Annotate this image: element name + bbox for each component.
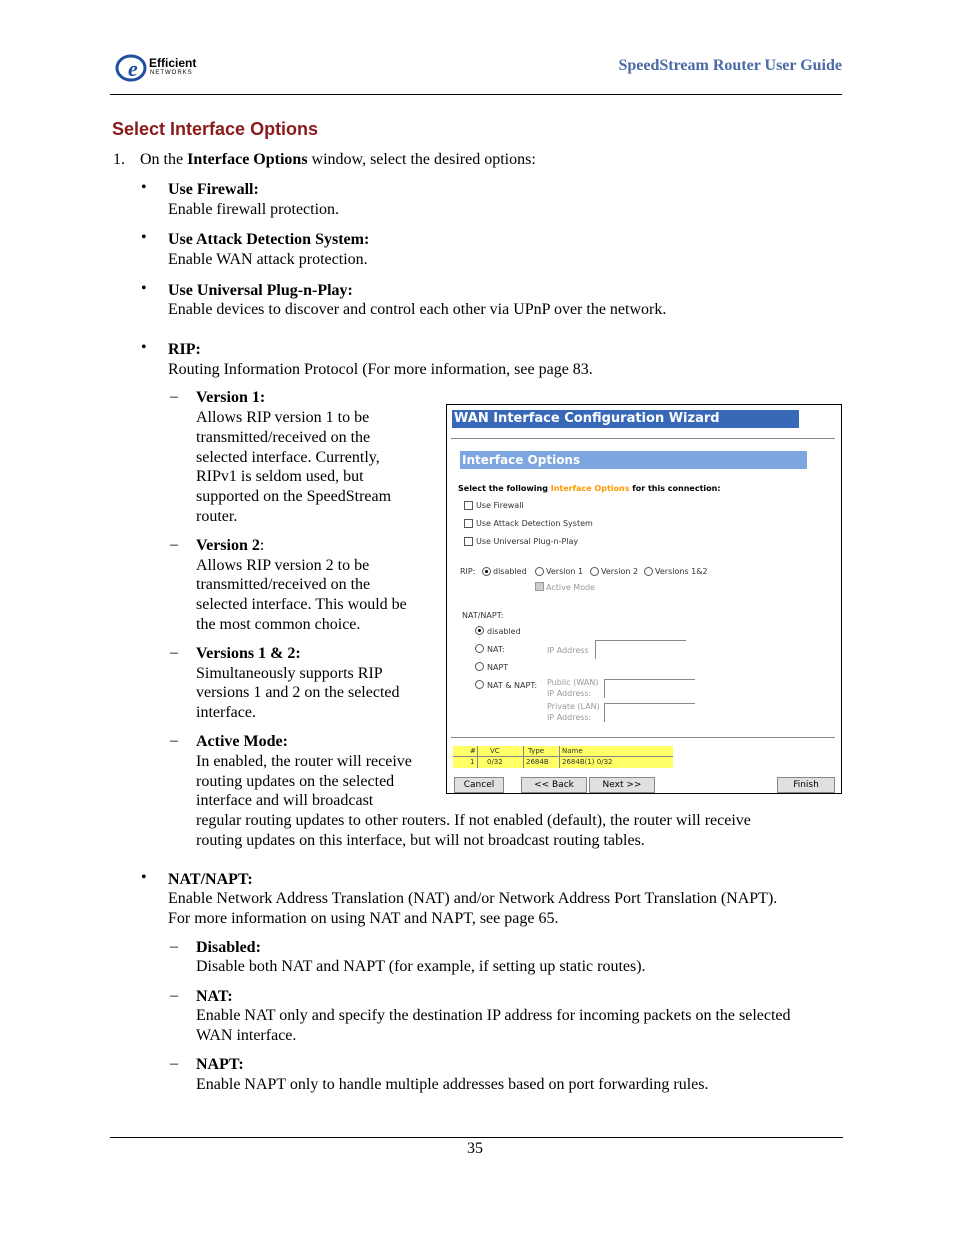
nat-napt-line: Enable NAPT only to handle multiple addresses based on port forwarding rules. bbox=[196, 1076, 709, 1093]
table-header: Type bbox=[528, 747, 545, 755]
instruction-text: Select the following Interface Options for this connection: bbox=[458, 484, 721, 493]
upnp-checkbox[interactable] bbox=[464, 537, 473, 546]
active-line: routing updates on the selected bbox=[196, 773, 395, 790]
nat-disabled-label: Disabled: bbox=[196, 939, 261, 956]
nat-radio[interactable] bbox=[475, 644, 484, 653]
active-line: interface and will broadcast bbox=[196, 792, 374, 809]
nat-label: NAT/NAPT: bbox=[168, 871, 253, 888]
nat-disabled-line: Disable both NAT and NAPT (for example, if setting up static routes). bbox=[196, 958, 646, 975]
public-wan-label: Public (WAN) bbox=[547, 678, 599, 687]
attack-desc: Enable WAN attack protection. bbox=[168, 251, 368, 268]
nat-napt-label: NAT/NAPT: bbox=[462, 611, 504, 620]
dash: – bbox=[170, 536, 178, 553]
cancel-button[interactable]: Cancel bbox=[454, 777, 504, 793]
step-number: 1. bbox=[113, 151, 125, 168]
firewall-label: Use Firewall: bbox=[168, 181, 259, 198]
dash: – bbox=[170, 644, 178, 661]
v2-line: the most common choice. bbox=[196, 616, 361, 633]
private-ip-label: IP Address: bbox=[547, 713, 592, 722]
attack-checkbox[interactable] bbox=[464, 519, 473, 528]
rip-label: RIP: bbox=[460, 567, 476, 576]
section-title: Select Interface Options bbox=[112, 119, 319, 139]
guide-title: SpeedStream Router User Guide bbox=[618, 57, 842, 74]
table-cell: 2684B(1) 0/32 bbox=[562, 758, 613, 766]
dash: – bbox=[170, 938, 178, 955]
v1-line: router. bbox=[196, 508, 238, 525]
nat-option-label: NAT: bbox=[487, 645, 505, 654]
nat-nat-line: WAN interface. bbox=[196, 1027, 297, 1044]
ip-address-label: IP Address bbox=[547, 646, 589, 655]
nat-line: For more information on using NAT and NAPT, see page 65. bbox=[168, 910, 559, 927]
bullet: • bbox=[141, 869, 147, 886]
nat-option-label: disabled bbox=[487, 627, 521, 636]
active-line: routing updates on this interface, but will not broadcast routing tables. bbox=[196, 832, 645, 849]
rip-disabled-radio[interactable] bbox=[482, 567, 491, 576]
header-rule bbox=[110, 94, 842, 95]
firewall-checkbox[interactable] bbox=[464, 501, 473, 510]
active-mode-checkbox[interactable] bbox=[535, 582, 544, 591]
rip-v2-radio[interactable] bbox=[590, 567, 599, 576]
wizard-title-bar: WAN Interface Configuration Wizard bbox=[452, 410, 799, 428]
upnp-checkbox-label: Use Universal Plug-n-Play bbox=[476, 537, 579, 546]
attack-label: Use Attack Detection System: bbox=[168, 231, 370, 248]
back-button[interactable]: << Back bbox=[521, 777, 587, 793]
rip-desc: Routing Information Protocol (For more information, see page 83. bbox=[168, 361, 593, 378]
dash: – bbox=[170, 388, 178, 405]
private-ip-input[interactable] bbox=[604, 703, 695, 722]
next-button[interactable]: Next >> bbox=[589, 777, 655, 793]
logo-text: Efficient bbox=[149, 56, 197, 70]
v2-label: Version 2: bbox=[196, 537, 265, 554]
rip-option-label: disabled bbox=[493, 567, 527, 576]
v1-line: transmitted/received on the bbox=[196, 429, 371, 446]
table-header: # bbox=[470, 747, 476, 755]
interface-options-screenshot bbox=[446, 404, 842, 794]
efficient-networks-logo bbox=[115, 52, 225, 84]
v12-line: versions 1 and 2 on the selected bbox=[196, 684, 400, 701]
table-header: Name bbox=[562, 747, 583, 755]
bullet: • bbox=[141, 280, 147, 297]
dash: – bbox=[170, 732, 178, 749]
active-line: In enabled, the router will receive bbox=[196, 753, 412, 770]
nat-ip-input[interactable] bbox=[595, 640, 686, 659]
table-header: VC bbox=[490, 747, 500, 755]
nat-disabled-radio[interactable] bbox=[475, 626, 484, 635]
napt-radio[interactable] bbox=[475, 662, 484, 671]
finish-button[interactable]: Finish bbox=[777, 777, 835, 793]
public-ip-input[interactable] bbox=[604, 679, 695, 698]
upnp-desc: Enable devices to discover and control each other via UPnP over the network. bbox=[168, 301, 667, 318]
nat-option-label: NAPT bbox=[487, 663, 509, 672]
table-cell: 1 bbox=[470, 758, 475, 766]
rip-v1-radio[interactable] bbox=[535, 567, 544, 576]
vc-table bbox=[453, 746, 673, 768]
section-bar: Interface Options bbox=[460, 451, 807, 469]
attack-checkbox-label: Use Attack Detection System bbox=[476, 519, 593, 528]
upnp-label: Use Universal Plug-n-Play: bbox=[168, 282, 353, 299]
active-line: regular routing updates to other routers. If not enabled (default), the router will receive bbox=[196, 812, 751, 829]
step-text: On the Interface Options window, select the desired options: bbox=[140, 151, 536, 168]
bullet: • bbox=[141, 339, 147, 356]
v1-line: supported on the SpeedStream bbox=[196, 488, 392, 505]
v12-line: Simultaneously supports RIP bbox=[196, 665, 383, 682]
nat-nat-line: Enable NAT only and specify the destination IP address for incoming packets on the selected bbox=[196, 1007, 791, 1024]
table-cell: 0/32 bbox=[487, 758, 503, 766]
v12-label: Versions 1 & 2: bbox=[196, 645, 301, 662]
dash: – bbox=[170, 987, 178, 1004]
rip-option-label: Version 2 bbox=[601, 567, 639, 576]
table-cell: 2684B bbox=[526, 758, 549, 766]
v2-line: Allows RIP version 2 to be bbox=[196, 557, 370, 574]
v2-line: transmitted/received on the bbox=[196, 576, 371, 593]
public-ip-label: IP Address: bbox=[547, 689, 592, 698]
bullet: • bbox=[141, 179, 147, 196]
nat-nat-label: NAT: bbox=[196, 988, 233, 1005]
dash: – bbox=[170, 1055, 178, 1072]
divider bbox=[451, 737, 835, 738]
rip-option-label: Versions 1&2 bbox=[655, 567, 708, 576]
rip-label: RIP: bbox=[168, 341, 201, 358]
v2-line: selected interface. This would be bbox=[196, 596, 407, 613]
svg-text:e: e bbox=[128, 56, 138, 81]
firewall-checkbox-label: Use Firewall bbox=[476, 501, 524, 510]
footer-rule bbox=[110, 1137, 843, 1138]
v12-line: interface. bbox=[196, 704, 256, 721]
active-mode-label: Active Mode bbox=[546, 583, 596, 592]
divider bbox=[451, 438, 835, 439]
bullet: • bbox=[141, 229, 147, 246]
private-lan-label: Private (LAN) bbox=[547, 702, 600, 711]
v1-label: Version 1: bbox=[196, 389, 266, 406]
v1-line: Allows RIP version 1 to be bbox=[196, 409, 370, 426]
nat-option-label: NAT & NAPT: bbox=[487, 681, 538, 690]
nat-napt-label: NAPT: bbox=[196, 1056, 244, 1073]
nat-line: Enable Network Address Translation (NAT) and/or Network Address Port Translation (NAPT). bbox=[168, 890, 778, 907]
rip-option-label: Version 1 bbox=[546, 567, 584, 576]
logo-subtext: NETWORKS bbox=[150, 70, 193, 76]
v1-line: RIPv1 is seldom used, but bbox=[196, 468, 364, 485]
nat-napt-radio[interactable] bbox=[475, 680, 484, 689]
rip-v12-radio[interactable] bbox=[644, 567, 653, 576]
firewall-desc: Enable firewall protection. bbox=[168, 201, 340, 218]
v1-line: selected interface. Currently, bbox=[196, 449, 380, 466]
active-label: Active Mode: bbox=[196, 733, 288, 750]
page-number: 35 bbox=[467, 1140, 483, 1157]
